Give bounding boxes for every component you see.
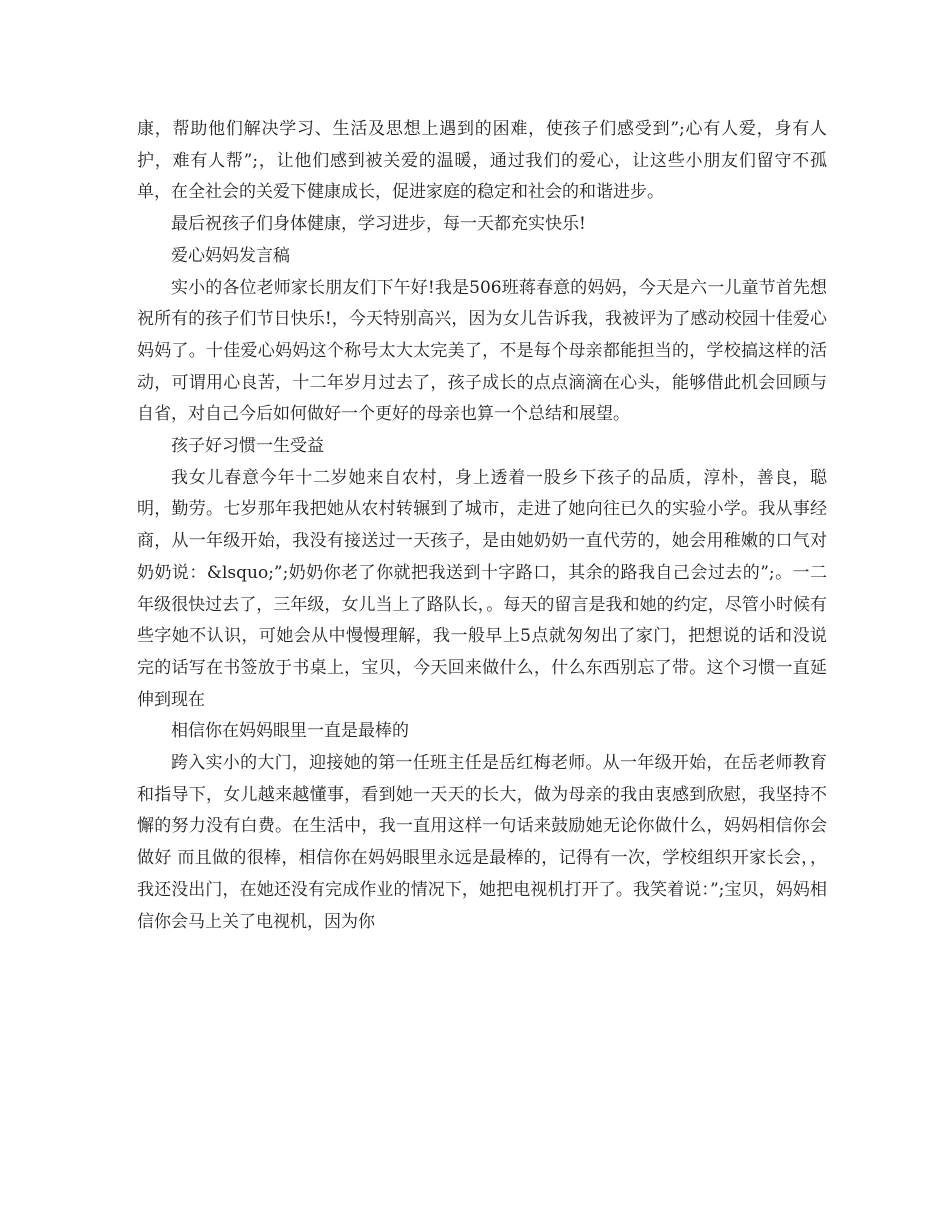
paragraph-greeting: 实小的各位老师家长朋友们下午好!我是506班蒋春意的妈妈，今天是六一儿童节首先想祝所有的孩子们节日快乐!，今天特别高兴，因为女儿告诉我，我被评为了感动校园十佳爱心妈妈了。十佳爱心妈妈这个称号太大太完美了，不是每个母亲都能担当的，学校搞这样的活动，可谓用心良苦，十二年岁月过去了，孩子成长的点点滴滴在心头，能够借此机会回顾与自省，对自己今后如何做好一个更好的母亲也算一个总结和展望。: [137, 277, 827, 425]
paragraph-continued: 康，帮助他们解决学习、生活及思想上遇到的困难，使孩子们感受到”;心有人爱，身有人护，难有人帮”;，让他们感到被关爱的温暖，通过我们的爱心，让这些小朋友们留守不孤单，在全社会的关爱下健康成长，促进家庭的稳定和社会的和谐进步。: [137, 119, 827, 203]
section-heading-best-in-eyes: 相信你在妈妈眼里一直是最棒的: [171, 721, 409, 742]
paragraph-school-story: 跨入实小的大门，迎接她的第一任班主任是岳红梅老师。从一年级开始，在岳老师教育和指导下，女儿越来越懂事，看到她一天天的长大，做为母亲的我由衷感到欣慰，我坚持不懈的努力没有白费。在生活中，我一直用这样一句话来鼓励她无论你做什么，妈妈相信你会做好 而且做的很棒，相信你在妈妈眼里永远是最棒的，记得有一次，学校组织开家长会，，我还没出门，在她还没有完成作业的情况下，她把电视机打开了。我笑着说：”;宝贝，妈妈相信你会马上关了电视机，因为你: [137, 753, 827, 932]
paragraph-closing-wish: 最后祝孩子们身体健康，学习进步，每一天都充实快乐!: [171, 214, 586, 235]
paragraph-daughter-story: 我女儿春意今年十二岁她来自农村，身上透着一股乡下孩子的品质，淳朴，善良，聪明，勤劳。七岁那年我把她从农村转辗到了城市，走进了她向往已久的实验小学。我从事经商，从一年级开始，我没有接送过一天孩子，是由她奶奶一直代劳的，她会用稚嫩的口气对奶奶说：&lsquo;”;奶奶你老了你就把我送到十字路口，其余的路我自己会过去的”;。一二年级很快过去了，三年级，女儿当上了路队长，。每天的留言是我和她的约定，尽管小时候有些字她不认识，可她会从中慢慢理解，我一般早上5点就匆匆出了家门，把想说的话和没说完的话写在书签放于书桌上，宝贝，今天回来做什么，什么东西别忘了带。这个习惯一直延伸到现在: [137, 467, 827, 710]
section-heading-speech-title: 爱心妈妈发言稿: [171, 245, 290, 266]
section-heading-good-habits: 孩子好习惯一生受益: [171, 436, 324, 457]
document-body: [137, 114, 827, 938]
